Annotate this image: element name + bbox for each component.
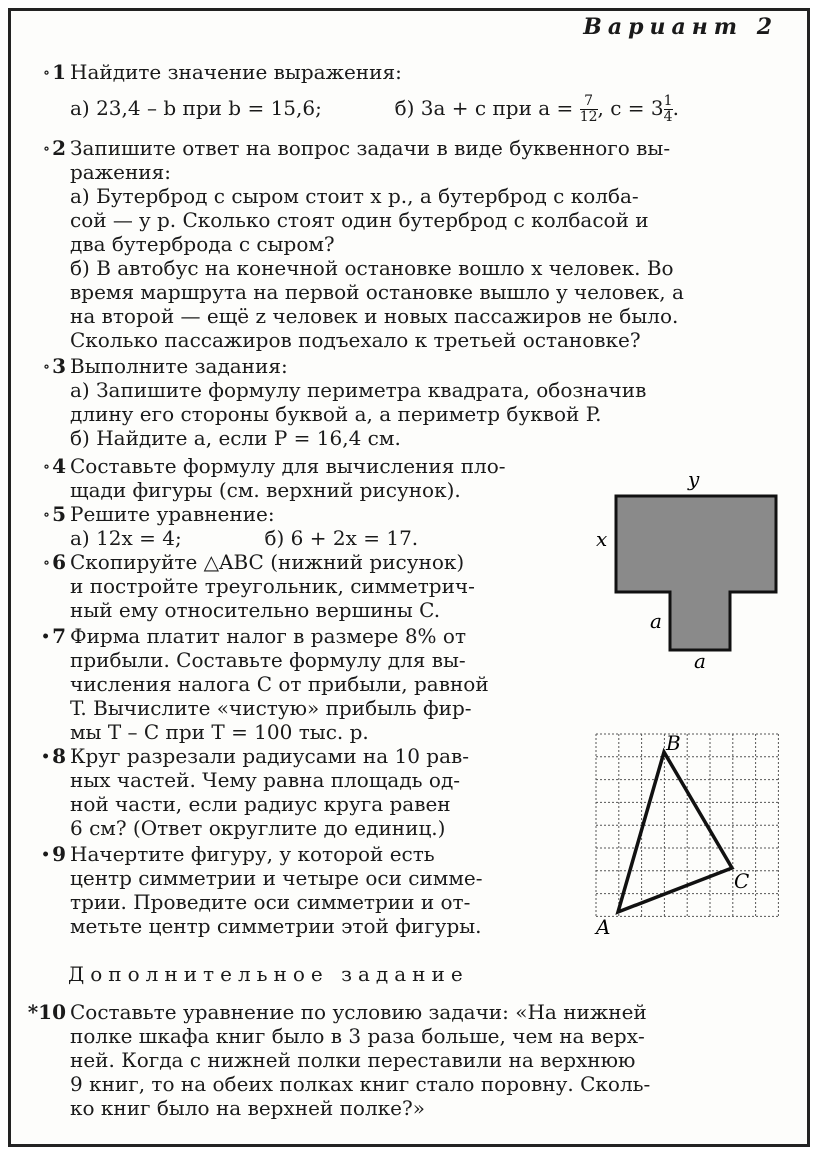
task-line: Сколько пассажиров подъехало к третьей остановке? — [70, 328, 641, 352]
task-line: ной части, если радиус круга равен — [70, 792, 451, 816]
task-line: 6 см? (Ответ округлите до единиц.) — [70, 816, 446, 840]
task-line: Круг разрезали радиусами на 10 рав- — [70, 744, 470, 768]
task-line: ко книг было на верхней полке?» — [70, 1096, 425, 1120]
task-line: на второй — ещё z человек и новых пассажиров не было. — [70, 304, 679, 328]
task-line: прибыли. Составьте формулу для вы- — [70, 648, 466, 672]
task-1: ∘ 1 Найдите значение выражения: а) 23,4 – b при b = 15,6; б) 3a + c при a = $\frac{7}{12}$ , c = 3 $\frac{1}{4}$ . — [70, 60, 780, 125]
part-b-prefix: б) 3a + c при a = — [394, 96, 574, 120]
task-line: Составьте уравнение по условию задачи: «На нижней — [70, 1000, 647, 1024]
task-line: Фирма платит налог в размере 8% от — [70, 624, 467, 648]
part-a: а) 23,4 – b при b = 15,6; — [70, 96, 322, 120]
task-line: T. Вычислите «чистую» прибыль фир- — [70, 696, 472, 720]
task-line: ражения: — [70, 160, 171, 184]
task-line: щади фигуры (см. верхний рисунок). — [70, 478, 461, 502]
task-4: ∘ 4 Составьте формулу для вычисления пло- щади фигуры (см. верхний рисунок). — [70, 454, 570, 502]
task-line: полке шкафа книг было в 3 раза больше, чем на верх- — [70, 1024, 645, 1048]
label-a-bottom: a — [694, 649, 706, 673]
task-line: длину его стороны буквой a, а периметр буквой P. — [70, 402, 602, 426]
task-line: б) Найдите a, если P = 16,4 см. — [70, 426, 401, 450]
task-line: Выполните задания: — [70, 354, 288, 378]
label-y: y — [688, 467, 700, 491]
task-line: центр симметрии и четыре оси симме- — [70, 866, 483, 890]
part-b-mid: , c = 3 — [597, 96, 664, 120]
task-6: ∘ 6 Скопируйте △ABC (нижний рисунок) и постройте треугольник, симметрич- ный ему относительно вершины C. — [70, 550, 570, 622]
task-2: ∘ 2 Запишите ответ на вопрос задачи в виде буквенного вы- ражения: а) Бутерброд с сыром стоит x р., а бутерброд с колба- сой — y р. Сколько стоят один бутерброд с колбасой и два бутерброда с сыром? б) В автобус на конечной остановке вошло x человек. Во время маршрута на первой остановке вышло y человек, а на второй — ещё z человек и новых пассажиров не было. Сколько пассажиров подъехало к третьей остановке? — [70, 136, 780, 352]
task-line: Составьте формулу для вычисления пло- — [70, 454, 506, 478]
task-line: Решите уравнение: — [70, 502, 275, 526]
task-line: время маршрута на первой остановке вышло y человек, а — [70, 280, 684, 304]
task-line: ней. Когда с нижней полки переставили на верхнюю — [70, 1048, 636, 1072]
task-line: Скопируйте △ABC (нижний рисунок) — [70, 550, 465, 574]
task-line: трии. Проведите оси симметрии и от- — [70, 890, 471, 914]
task-line: а) Бутерброд с сыром стоит x р., а бутерброд с колба- — [70, 184, 639, 208]
task-number: 1 — [52, 60, 66, 84]
label-vertex-c: C — [734, 869, 750, 893]
bottom-figure — [590, 730, 780, 940]
task-5: ∘ 5 Решите уравнение: а) 12x = 4; б) 6 + 2x = 17. — [70, 502, 570, 550]
task-line: б) В автобус на конечной остановке вошло x человек. Во — [70, 256, 674, 280]
label-vertex-b: B — [666, 731, 681, 755]
task-line: 9 книг, то на обеих полках книг стало поровну. Сколь- — [70, 1072, 651, 1096]
part-a: а) 12x = 4; — [70, 526, 182, 550]
composite-shape — [616, 496, 776, 650]
part-b: б) 6 + 2x = 17. — [264, 526, 419, 550]
task-line: числения налога C от прибыли, равной — [70, 672, 489, 696]
task-7: • 7 Фирма платит налог в размере 8% от прибыли. Составьте формулу для вы- числения налога C от прибыли, равной T. Вычислите «чистую» прибыль фир- мы T – C при T = 100 тыс. р. — [70, 624, 570, 744]
task-line: ный ему относительно вершины C. — [70, 598, 441, 622]
label-vertex-a: A — [596, 915, 611, 939]
task-8: • 8 Круг разрезали радиусами на 10 рав- ных частей. Чему равна площадь од- ной части, если радиус круга равен 6 см? (Ответ округлите до единиц.) — [70, 744, 570, 840]
task-line: Начертите фигуру, у которой есть — [70, 842, 435, 866]
fraction: $\frac{7}{12}$ — [579, 93, 598, 125]
task-line: сой — y р. Сколько стоят один бутерброд с колбасой и — [70, 208, 649, 232]
task-line: мы T – C при T = 100 тыс. р. — [70, 720, 369, 744]
task-10: *10 Составьте уравнение по условию задачи: «На нижней полке шкафа книг было в 3 раза больше, чем на верх- ней. Когда с нижней полки переставили на верхнюю 9 книг, то на обеих полках книг стало поровну. Сколь- ко книг было на верхней полке?» — [70, 1000, 780, 1120]
fraction: $\frac{1}{4}$ — [663, 93, 673, 125]
task-9: • 9 Начертите фигуру, у которой есть центр симметрии и четыре оси симме- трии. Проведите оси симметрии и от- метьте центр симметрии этой фигуры. — [70, 842, 570, 938]
extra-heading: Дополнительное задание — [68, 962, 469, 986]
task-line: метьте центр симметрии этой фигуры. — [70, 914, 482, 938]
variant-title: Вариант 2 — [583, 14, 778, 40]
task-3: ∘ 3 Выполните задания: а) Запишите формулу периметра квадрата, обозначив длину его стороны буквой a, а периметр буквой P. б) Найдите a, если P = 16,4 см. — [70, 354, 780, 450]
triangle-abc — [618, 752, 732, 912]
label-a-side: a — [650, 609, 662, 633]
task-marker: ∘ — [42, 65, 51, 81]
task-line: ных частей. Чему равна площадь од- — [70, 768, 461, 792]
task-line: два бутерброда с сыром? — [70, 232, 335, 256]
task-line: а) Запишите формулу периметра квадрата, обозначив — [70, 378, 647, 402]
task-line: и постройте треугольник, симметрич- — [70, 574, 475, 598]
top-figure — [590, 466, 790, 676]
label-x: x — [596, 527, 608, 551]
task-line: Найдите значение выражения: — [70, 60, 402, 84]
task-line: Запишите ответ на вопрос задачи в виде буквенного вы- — [70, 136, 671, 160]
